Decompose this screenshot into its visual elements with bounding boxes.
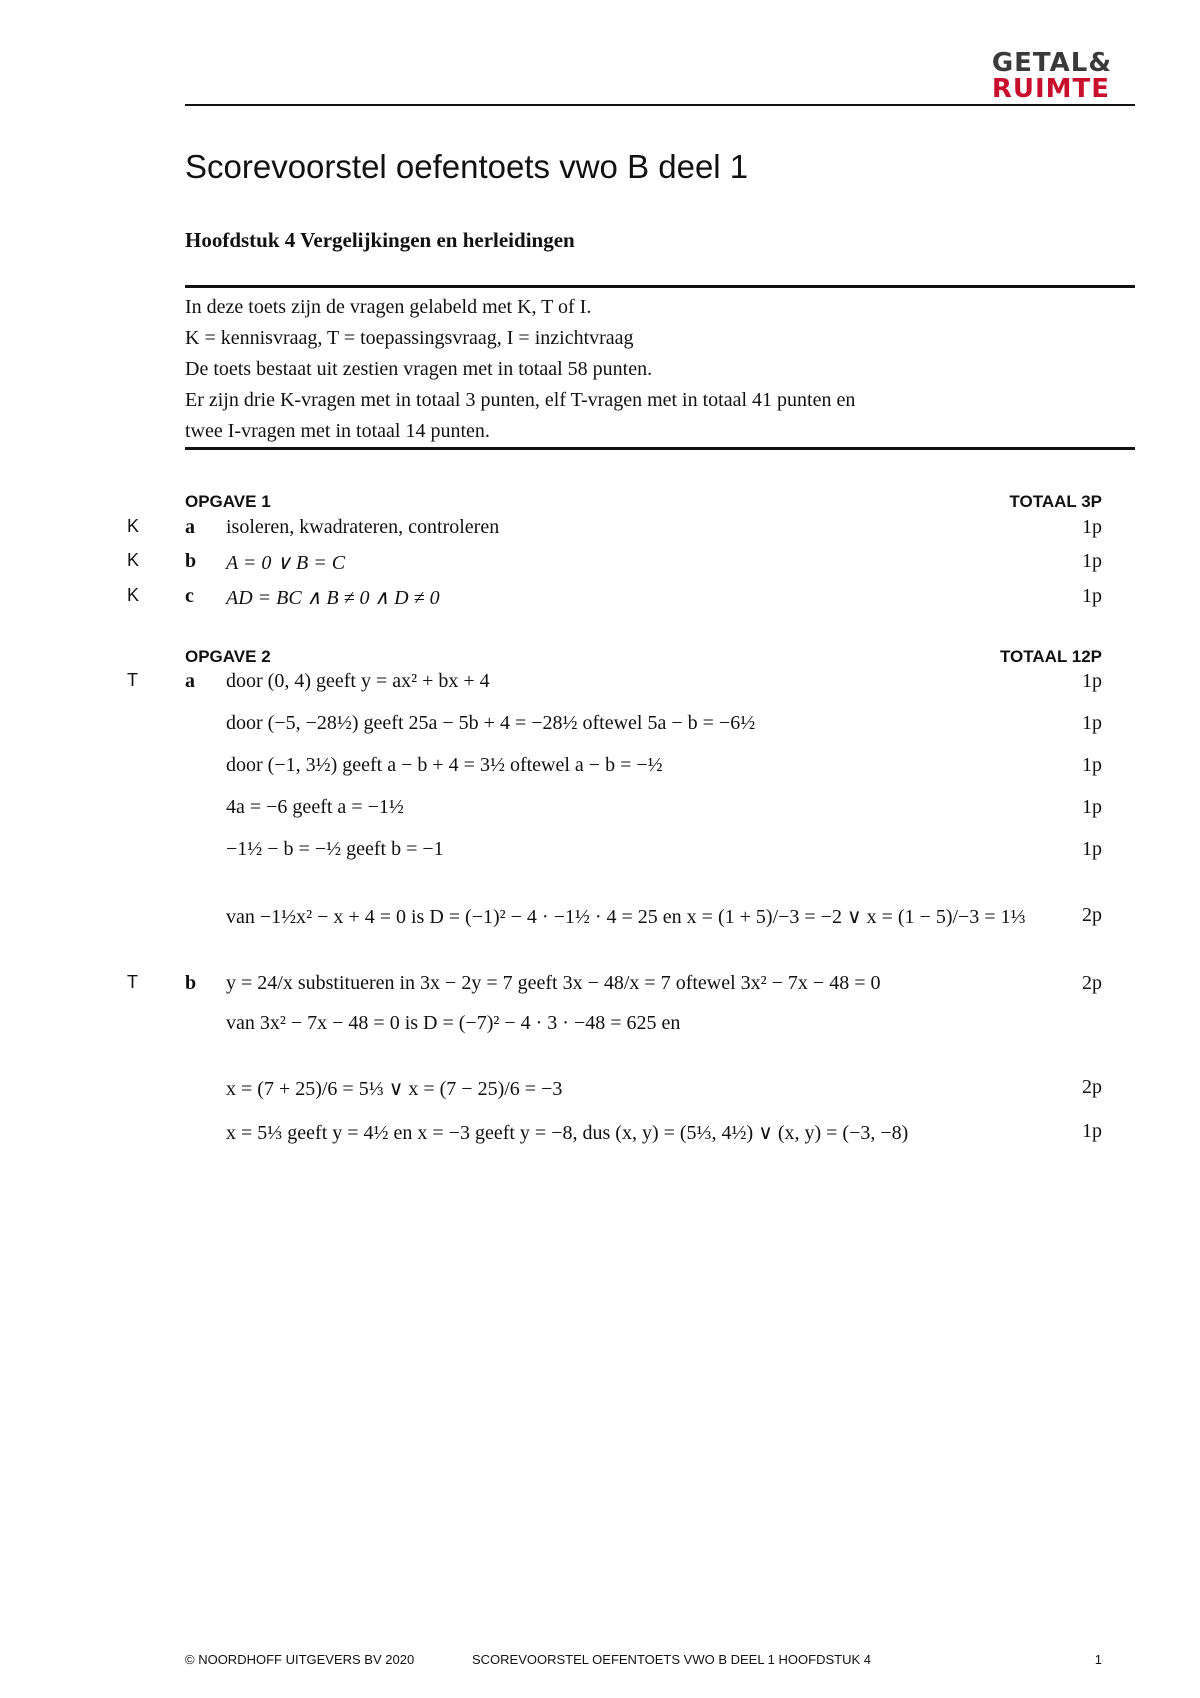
intro-line: De toets bestaat uit zestien vragen met in totaal 58 punten. bbox=[185, 358, 653, 380]
answer-text: 4a = −6 geeft a = −1½ bbox=[226, 796, 404, 818]
question-category: K bbox=[127, 516, 140, 536]
question-points: 2p bbox=[1082, 904, 1102, 926]
table-row bbox=[0, 1076, 1200, 1106]
question-category: T bbox=[127, 670, 138, 690]
answer-text: van −1½x² − x + 4 = 0 is D = (−1)² − 4 · −1½ · 4 = 25 en x = (1 + 5)/−3 = −2 ∨ x = (1 − 5)/−3 = 1⅓ bbox=[226, 906, 1026, 928]
top-divider bbox=[185, 104, 1135, 106]
question-points: 1p bbox=[1082, 838, 1102, 860]
table-row bbox=[0, 550, 1200, 580]
question-category: T bbox=[127, 972, 138, 992]
question-points: 1p bbox=[1082, 754, 1102, 776]
table-row bbox=[0, 516, 1200, 546]
intro-block bbox=[185, 292, 855, 447]
table-row bbox=[0, 585, 1200, 615]
answer-text: van 3x² − 7x − 48 = 0 is D = (−7)² − 4 · 3 · −48 = 625 en bbox=[226, 1012, 681, 1034]
opgave-2-heading: OPGAVE 2 bbox=[185, 647, 271, 666]
question-label: a bbox=[185, 516, 195, 538]
footer-copyright: © NOORDHOFF UITGEVERS BV 2020 bbox=[185, 1652, 415, 1667]
table-row bbox=[0, 670, 1200, 700]
question-points: 1p bbox=[1082, 670, 1102, 692]
intro-bottom-divider bbox=[185, 447, 1135, 450]
table-row bbox=[0, 712, 1200, 742]
table-row bbox=[0, 796, 1200, 826]
answer-text: door (0, 4) geeft y = ax² + bx + 4 bbox=[226, 670, 490, 692]
intro-line: Er zijn drie K-vragen met in totaal 3 punten, elf T-vragen met in totaal 41 punten en bbox=[185, 389, 856, 411]
publisher-logo bbox=[992, 50, 1112, 102]
footer-document-title: SCOREVOORSTEL OEFENTOETS VWO B DEEL 1 HOOFDSTUK 4 bbox=[472, 1652, 871, 1667]
intro-line: In deze toets zijn de vragen gelabeld met K, T of I. bbox=[185, 296, 592, 318]
answer-text: door (−5, −28½) geeft 25a − 5b + 4 = −28½ oftewel 5a − b = −6½ bbox=[226, 712, 756, 734]
answer-text: A = 0 ∨ B = C bbox=[226, 552, 346, 574]
question-points: 1p bbox=[1082, 712, 1102, 734]
question-label: b bbox=[185, 972, 197, 994]
answer-text: −1½ − b = −½ geeft b = −1 bbox=[226, 838, 444, 860]
table-row bbox=[0, 904, 1200, 934]
logo-line-2: RUIMTE bbox=[991, 74, 1110, 104]
answer-text: isoleren, kwadrateren, controleren bbox=[226, 516, 500, 538]
question-points: 1p bbox=[1082, 1120, 1102, 1142]
opgave-1-total: TOTAAL 3P bbox=[1009, 492, 1102, 511]
chapter-subtitle: Hoofdstuk 4 Vergelijkingen en herleidingen bbox=[185, 228, 575, 252]
intro-line: twee I-vragen met in totaal 14 punten. bbox=[185, 420, 490, 442]
answer-text: x = (7 + 25)/6 = 5⅓ ∨ x = (7 − 25)/6 = −3 bbox=[226, 1078, 563, 1100]
table-row bbox=[0, 838, 1200, 868]
logo-line-1: GETAL& bbox=[991, 48, 1112, 78]
question-category: K bbox=[127, 585, 140, 605]
question-label: c bbox=[185, 585, 194, 607]
question-points: 2p bbox=[1082, 1076, 1102, 1098]
table-row bbox=[0, 1120, 1200, 1150]
opgave-2-total: TOTAAL 12P bbox=[999, 647, 1102, 666]
intro-top-divider bbox=[185, 285, 1135, 288]
question-label: b bbox=[185, 550, 197, 572]
table-row bbox=[0, 1012, 1200, 1042]
intro-line: K = kennisvraag, T = toepassingsvraag, I = inzichtvraag bbox=[185, 327, 634, 349]
question-points: 1p bbox=[1082, 585, 1102, 607]
answer-text: door (−1, 3½) geeft a − b + 4 = 3½ oftewel a − b = −½ bbox=[226, 754, 663, 776]
footer-page-number: 1 bbox=[1094, 1652, 1102, 1667]
question-points: 1p bbox=[1082, 516, 1102, 538]
question-points: 1p bbox=[1082, 550, 1102, 572]
question-points: 1p bbox=[1082, 796, 1102, 818]
question-label: a bbox=[185, 670, 195, 692]
table-row bbox=[0, 754, 1200, 784]
answer-text: AD = BC ∧ B ≠ 0 ∧ D ≠ 0 bbox=[226, 587, 440, 609]
question-points: 2p bbox=[1082, 972, 1102, 994]
question-category: K bbox=[127, 550, 140, 570]
table-row bbox=[0, 972, 1200, 1002]
opgave-1-heading: OPGAVE 1 bbox=[185, 492, 271, 511]
answer-text: y = 24/x substitueren in 3x − 2y = 7 geeft 3x − 48/x = 7 oftewel 3x² − 7x − 48 = 0 bbox=[226, 972, 881, 994]
answer-text: x = 5⅓ geeft y = 4½ en x = −3 geeft y = −8, dus (x, y) = (5⅓, 4½) ∨ (x, y) = (−3, −8) bbox=[226, 1122, 909, 1144]
page-title: Scorevoorstel oefentoets vwo B deel 1 bbox=[185, 148, 749, 185]
